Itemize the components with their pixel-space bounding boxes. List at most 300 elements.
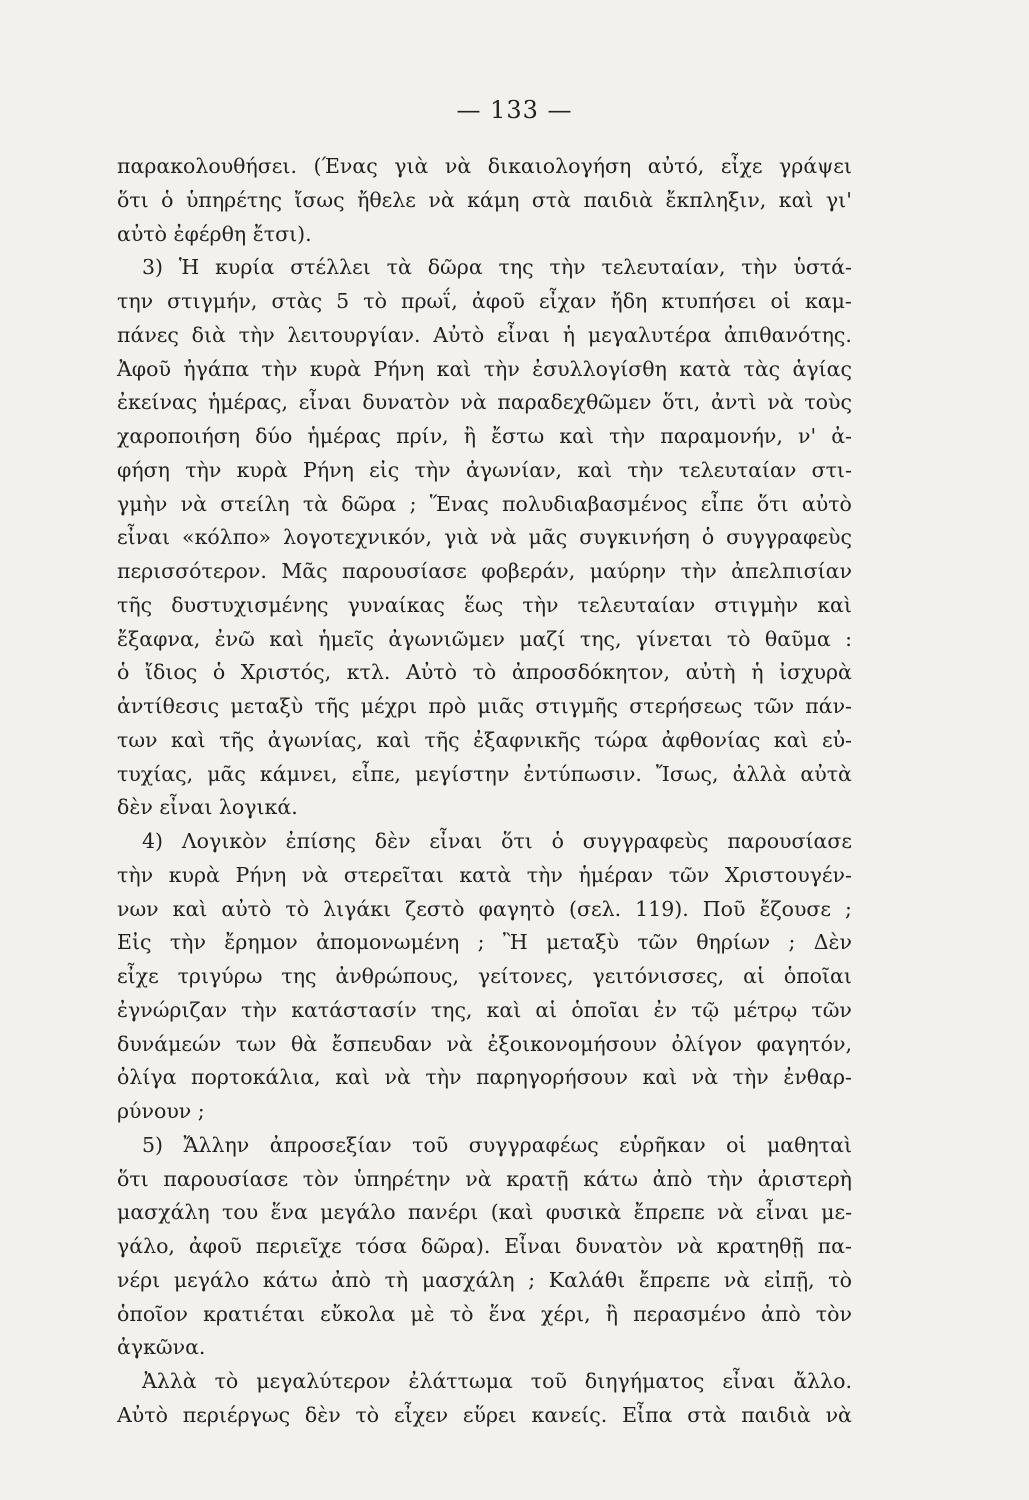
word: γιὰ (394, 154, 429, 178)
word: 119). (635, 896, 689, 921)
word: ἡ (751, 660, 764, 685)
word: νὰ (717, 1200, 744, 1225)
word: θὰ (290, 1031, 318, 1056)
word: πορτοκάλια, (191, 1065, 321, 1090)
word: καὶ (269, 626, 304, 651)
word: του (222, 1200, 259, 1225)
word: εἶναι (117, 525, 171, 550)
text-line (117, 791, 852, 825)
word: κατὰ (679, 356, 732, 381)
text-line (117, 589, 852, 623)
word: ἀλλὰ (732, 761, 787, 786)
page-number: — 133 — (456, 96, 573, 124)
word: ὁποῖαι (571, 997, 640, 1022)
text-line (117, 1365, 852, 1399)
word: οἱ (726, 1132, 747, 1157)
word: δῶρα). (420, 1234, 491, 1258)
word: εἶναι (496, 322, 550, 347)
word: κάτω (262, 1267, 318, 1292)
word: μεταξὺ (230, 694, 304, 718)
word: Χριστουγέν- (724, 862, 852, 887)
word: ἡ (562, 322, 576, 347)
text-line (117, 319, 852, 353)
text-line (117, 218, 852, 252)
word: τὴν (483, 356, 520, 381)
word: δύο (255, 424, 293, 448)
word: ἀπελπισίαν (731, 559, 852, 583)
word: παραδεχθῶμεν (497, 390, 652, 415)
word: ἀπροσδόκητον, (511, 660, 671, 685)
word: Ἄλλην (183, 1132, 250, 1157)
word: νὰ (384, 1065, 411, 1090)
word: γυναίκας (347, 592, 445, 617)
word: ὅτι (117, 1166, 149, 1191)
word: τῶν (637, 930, 678, 955)
body-text (117, 150, 852, 1433)
word: τὴν (549, 255, 586, 280)
word: 5 (336, 289, 350, 313)
text-line (117, 1230, 852, 1264)
word: παρουσίασε (342, 559, 467, 583)
word: Ἀφοῦ (117, 356, 171, 381)
word: παρουσίασε (163, 1166, 289, 1191)
word: ; (788, 930, 796, 955)
word: ἡμέρας, (207, 390, 289, 415)
word: ἕνα (270, 1200, 308, 1225)
word: ἡμεῖς (318, 626, 375, 651)
word: τὸ (472, 660, 497, 685)
word: αὐτὰ (800, 761, 852, 786)
word: «κόλπο» (182, 525, 272, 550)
word: θαῦμα (764, 626, 831, 651)
word: τὴν (627, 457, 664, 482)
text-line (117, 926, 852, 960)
word: νὰ (444, 154, 472, 178)
word: ἀγωνίας, (267, 727, 363, 752)
word: Ἕνας (429, 491, 489, 516)
word: ἔστω (491, 424, 545, 448)
word: γιὰ (444, 525, 479, 550)
word: αὐτὸ (221, 896, 272, 921)
word: Λογικὸν (181, 829, 267, 853)
word: μιᾶς (477, 694, 525, 718)
word: των (235, 1031, 277, 1056)
text-line (117, 724, 852, 758)
word: ἔκπληξιν, (665, 187, 767, 212)
word: καὶ (172, 896, 208, 921)
word: τὸ (828, 1267, 852, 1292)
text-line (117, 488, 852, 522)
word: τὴν (185, 457, 222, 482)
word: ἢ (463, 424, 477, 448)
word: εἶπε (700, 491, 744, 516)
word: τὴν (117, 862, 154, 887)
word: νων (117, 896, 159, 921)
word: παιδιὰ (741, 1402, 811, 1427)
word: εὐ- (821, 727, 852, 752)
word: τὴν (414, 457, 451, 482)
word: δῶρα (427, 255, 483, 280)
word: ἁγίας (792, 356, 852, 381)
word: ἔπρεπε (633, 1200, 705, 1225)
word: δυνατὸν (362, 390, 450, 415)
word: νὰ (446, 1031, 473, 1056)
word: ἐξοικονομήσουν (487, 1031, 657, 1056)
word: τελευταίαν (678, 457, 797, 482)
word: πρωΐ, (401, 289, 458, 313)
word: ἐνθαρ- (783, 1065, 852, 1090)
word: γίνεται (635, 626, 713, 651)
word: τὴν (680, 559, 717, 583)
word: πα- (817, 1234, 852, 1258)
word: μέτρῳ (733, 997, 798, 1022)
word: τώρα (594, 727, 649, 752)
word: εἶχε (117, 964, 159, 988)
word: ἴδιος (144, 660, 198, 685)
word: περιέργως (182, 1402, 291, 1427)
word: μαζί (519, 626, 566, 651)
word: μασχάλη (421, 1267, 515, 1292)
word: τὴν (238, 322, 275, 347)
word: ἀπομονωμένη (316, 930, 460, 955)
word: δὲν (304, 1402, 341, 1427)
word: εἶναι (429, 829, 483, 853)
word: ἔπρεπε (638, 1267, 711, 1292)
word: μᾶς (207, 761, 246, 786)
word: ἀγωνιῶμεν (388, 626, 505, 651)
word: Εἶναι (504, 1234, 562, 1258)
word: ἀπὸ (331, 1267, 371, 1292)
word: τὴν (241, 997, 278, 1022)
word: μεταξὺ (546, 930, 619, 955)
word: θηρίων (696, 930, 771, 955)
word: ὅτι (756, 491, 789, 516)
word: περασμένο (633, 1301, 746, 1326)
word: καὶ (376, 727, 412, 752)
word: ρύνουν (117, 1099, 192, 1123)
word: ; (845, 896, 852, 921)
word: αὐτὸ (801, 491, 852, 516)
word: κρατιέται (203, 1301, 306, 1326)
word: ἀριστερὴ (757, 1166, 852, 1191)
word: συγγραφεὺς (582, 829, 709, 853)
word: ἀφοῦ (471, 289, 525, 313)
word: τόσα (355, 1234, 408, 1258)
word: συγγραφεὺς (726, 525, 852, 550)
word: στὰ (531, 187, 571, 212)
text-line (117, 1196, 852, 1230)
text-line (117, 893, 852, 927)
word: δὲν (374, 829, 411, 853)
word: της, (430, 997, 473, 1022)
text-line (117, 285, 852, 319)
word: καὶ (559, 424, 595, 448)
word: διηγήματος (584, 1369, 705, 1393)
word: καὶ (171, 727, 206, 752)
word: ἔζουσε (759, 896, 832, 921)
word: τελευταίαν (577, 592, 696, 617)
word: νὰ (180, 491, 207, 516)
word: (Ένας (313, 154, 378, 178)
text-line (117, 251, 852, 285)
word: τὴν (169, 930, 206, 955)
word: ἐν (653, 997, 677, 1022)
word: τὸ (285, 896, 310, 921)
word: Ρήνη (235, 862, 287, 887)
word: εὕρει (462, 1402, 517, 1427)
word: τὸ (214, 1369, 239, 1393)
text-line (117, 758, 852, 792)
word: τριγύρω (177, 964, 263, 988)
word: της (281, 964, 317, 988)
word: ὀλίγα (117, 1065, 177, 1090)
word: ὁ (117, 660, 130, 685)
word: ἠγάπα (183, 356, 250, 381)
word: ἀνθρώπους, (335, 964, 460, 988)
word: φοβεράν, (481, 559, 576, 583)
word: αὐτό, (647, 154, 705, 178)
word: τῆς (219, 727, 255, 752)
word: τὰ (386, 255, 412, 280)
word: ἡμέραν (578, 862, 654, 887)
word: ἔρημον (224, 930, 298, 955)
word: μὲ (410, 1301, 435, 1326)
word: μεγάλο (173, 1267, 250, 1292)
word: γείτονες, (477, 964, 574, 988)
word: ἰσχυρὰ (779, 660, 852, 685)
word: εἶναι (755, 1200, 809, 1225)
word: συγκινήση (579, 525, 690, 550)
word: δυστυχισμένης (171, 592, 329, 617)
text-line (117, 1331, 852, 1365)
word: στερεῖται (343, 862, 444, 887)
word: ἤθελε (357, 187, 416, 212)
word: καὶ (773, 727, 809, 752)
text-line (117, 1061, 852, 1095)
word: στερήσεως (629, 694, 743, 718)
text-line (117, 1028, 852, 1062)
word: τὴν (261, 356, 298, 381)
word: τῷ (691, 997, 720, 1022)
word: (καὶ (490, 1200, 534, 1225)
text-line (117, 1163, 852, 1197)
word: λιγάκι (323, 896, 392, 921)
word: μαθηταὶ (766, 1132, 852, 1157)
word: Χριστός, (240, 660, 332, 685)
word: τὸ (355, 1402, 380, 1427)
word: γάλο, (117, 1234, 175, 1258)
word: κτυπήσει (661, 289, 757, 313)
word: στὰ (687, 1402, 727, 1427)
word: αὐτὸ (117, 221, 167, 246)
word: ὑπηρέτης (185, 187, 282, 212)
word: ἐνῶ (214, 626, 255, 651)
word: Ἀλλὰ (142, 1369, 197, 1393)
word: κτλ. (346, 660, 391, 685)
word: καὶ (817, 592, 852, 617)
word: κυρὰ (236, 457, 288, 482)
word: δυνάμεών (117, 1031, 222, 1056)
word: τὸν (302, 1166, 339, 1191)
word: τὴν (741, 255, 778, 280)
word: Εἰς (117, 930, 152, 955)
word: ἀντὶ (711, 390, 757, 415)
word: ἡμέρας (307, 424, 382, 448)
word: ἀπὸ (652, 1166, 693, 1191)
word: τὴ (384, 1267, 409, 1292)
word: ἀγκῶνα. (117, 1335, 206, 1360)
word: φαγητὸ (478, 896, 555, 921)
word: ὑπηρέτην (353, 1166, 451, 1191)
word: στείλη (220, 491, 290, 516)
word: αἱ (743, 964, 765, 988)
word: ; (477, 930, 485, 955)
text-line (117, 184, 852, 218)
word: ὅτι (117, 187, 149, 212)
word: ὁ (551, 829, 564, 853)
word: ; (197, 1099, 205, 1123)
word: ὁ (701, 525, 715, 550)
word: παιδιὰ (583, 187, 654, 212)
word: τὴν (522, 592, 559, 617)
word: ἀγωνίαν, (465, 457, 563, 482)
text-line (117, 656, 852, 690)
word: ἐξαφνικῆς (473, 727, 581, 752)
word: τὸ (363, 289, 387, 313)
word: λογικά. (218, 795, 298, 820)
word: φυσικὰ (545, 1200, 622, 1225)
word: δὲν (117, 795, 153, 820)
word: τὴν (425, 1065, 462, 1090)
word: νὰ (691, 1065, 719, 1090)
word: ἔσπευδαν (331, 1031, 432, 1056)
word: κυρία (215, 255, 275, 280)
word: των (117, 727, 158, 752)
text-line (117, 690, 852, 724)
word: Ρήνη (303, 457, 354, 482)
word: δυνατὸν (575, 1234, 663, 1258)
word: εἰπῇ, (763, 1267, 815, 1292)
word: τῆς (314, 694, 350, 718)
word: παρακολουθήσει. (117, 154, 297, 178)
word: ἐφέρθη (173, 221, 247, 246)
word: τὸ (726, 626, 751, 651)
text-line (117, 859, 852, 893)
word: νὰ (428, 187, 455, 212)
word: 4) (142, 829, 164, 853)
word: : (845, 626, 852, 651)
word: εἶναι (722, 1369, 776, 1393)
word: τὴν (706, 1166, 744, 1191)
word: ἀ- (831, 424, 852, 448)
word: Δὲν (813, 930, 852, 955)
word: παρουσίασε (727, 829, 852, 853)
word: ; (409, 491, 417, 516)
word: ἀφοῦ (188, 1234, 242, 1258)
word: γι' (825, 187, 852, 212)
word: ; (528, 1267, 536, 1292)
word: Ἴσως, (655, 761, 719, 786)
word: τὸ (449, 1301, 474, 1326)
word: τῶν (753, 694, 795, 718)
word: εἶπε, (351, 761, 401, 786)
word: τῆς (424, 727, 460, 752)
word: οἱ (770, 289, 791, 313)
text-line (117, 960, 852, 994)
word: μασχάλη (117, 1200, 210, 1225)
word: ἀντίθεσις (117, 694, 220, 718)
word: φήση (117, 457, 170, 482)
word: (σελ. (568, 896, 622, 921)
word: διὰ (191, 322, 226, 347)
word: Εἶπα (622, 1402, 673, 1427)
word: κατὰ (459, 862, 512, 887)
word: 5) (142, 1132, 164, 1157)
word: τοὺς (804, 390, 852, 415)
word: μᾶς (528, 525, 568, 550)
word: καὶ (436, 356, 472, 381)
word: κατάστασίν (291, 997, 417, 1022)
word: συγγραφέως (468, 1132, 599, 1157)
word: ἐγνώριζαν (117, 997, 227, 1022)
word: ἔτσι). (252, 221, 312, 246)
word: στὰς (271, 289, 323, 313)
word: με- (821, 1200, 852, 1225)
word: εὔκολα (320, 1301, 396, 1326)
word: τὸν (815, 1301, 852, 1326)
word: Ποῦ (702, 896, 746, 921)
word: περισσότερον. (117, 559, 267, 583)
text-line (117, 825, 852, 859)
word: ὁποῖαι (783, 964, 852, 988)
word: μαύρην (589, 559, 667, 583)
word: μεγίστην (414, 761, 510, 786)
word: νὰ (767, 390, 794, 415)
word: κυρὰ (168, 862, 220, 887)
word: γμὴν (117, 491, 168, 516)
word: πάν- (805, 694, 852, 718)
word: πάνες (117, 322, 179, 347)
word: ἐλάττωμα (408, 1369, 513, 1393)
word: λειτουργίαν. (287, 322, 421, 347)
word: ὑστά- (793, 255, 852, 280)
word: εἰς (369, 457, 400, 482)
word: δῶρα (341, 491, 397, 516)
word: της, (579, 626, 622, 651)
word: χέρι, (541, 1301, 591, 1326)
word: ἐντύπωσιν. (523, 761, 642, 786)
word: τὰ (302, 491, 328, 516)
word: ἄλλο. (793, 1369, 852, 1393)
word: νὰ (723, 1267, 751, 1292)
word: 3) (142, 255, 164, 280)
word: πολυδιαβασμένος (502, 491, 688, 516)
word: τελευταίαν, (601, 255, 726, 280)
word: ὅτι, (662, 390, 701, 415)
word: αὐτὴ (685, 660, 736, 685)
word: ἔξαφνα, (117, 626, 201, 651)
word: εὑρῆκαν (619, 1132, 706, 1157)
word: νὰ (676, 1234, 703, 1258)
word: νὰ (460, 390, 487, 415)
word: Μᾶς (281, 559, 328, 583)
word: Ἢ (502, 930, 528, 955)
word: της (498, 255, 534, 280)
word: Ρήνη (373, 356, 425, 381)
word: Αὐτὸ (117, 1402, 168, 1427)
word: χαροποιήση (117, 424, 241, 448)
word: εἶναι (159, 795, 213, 820)
